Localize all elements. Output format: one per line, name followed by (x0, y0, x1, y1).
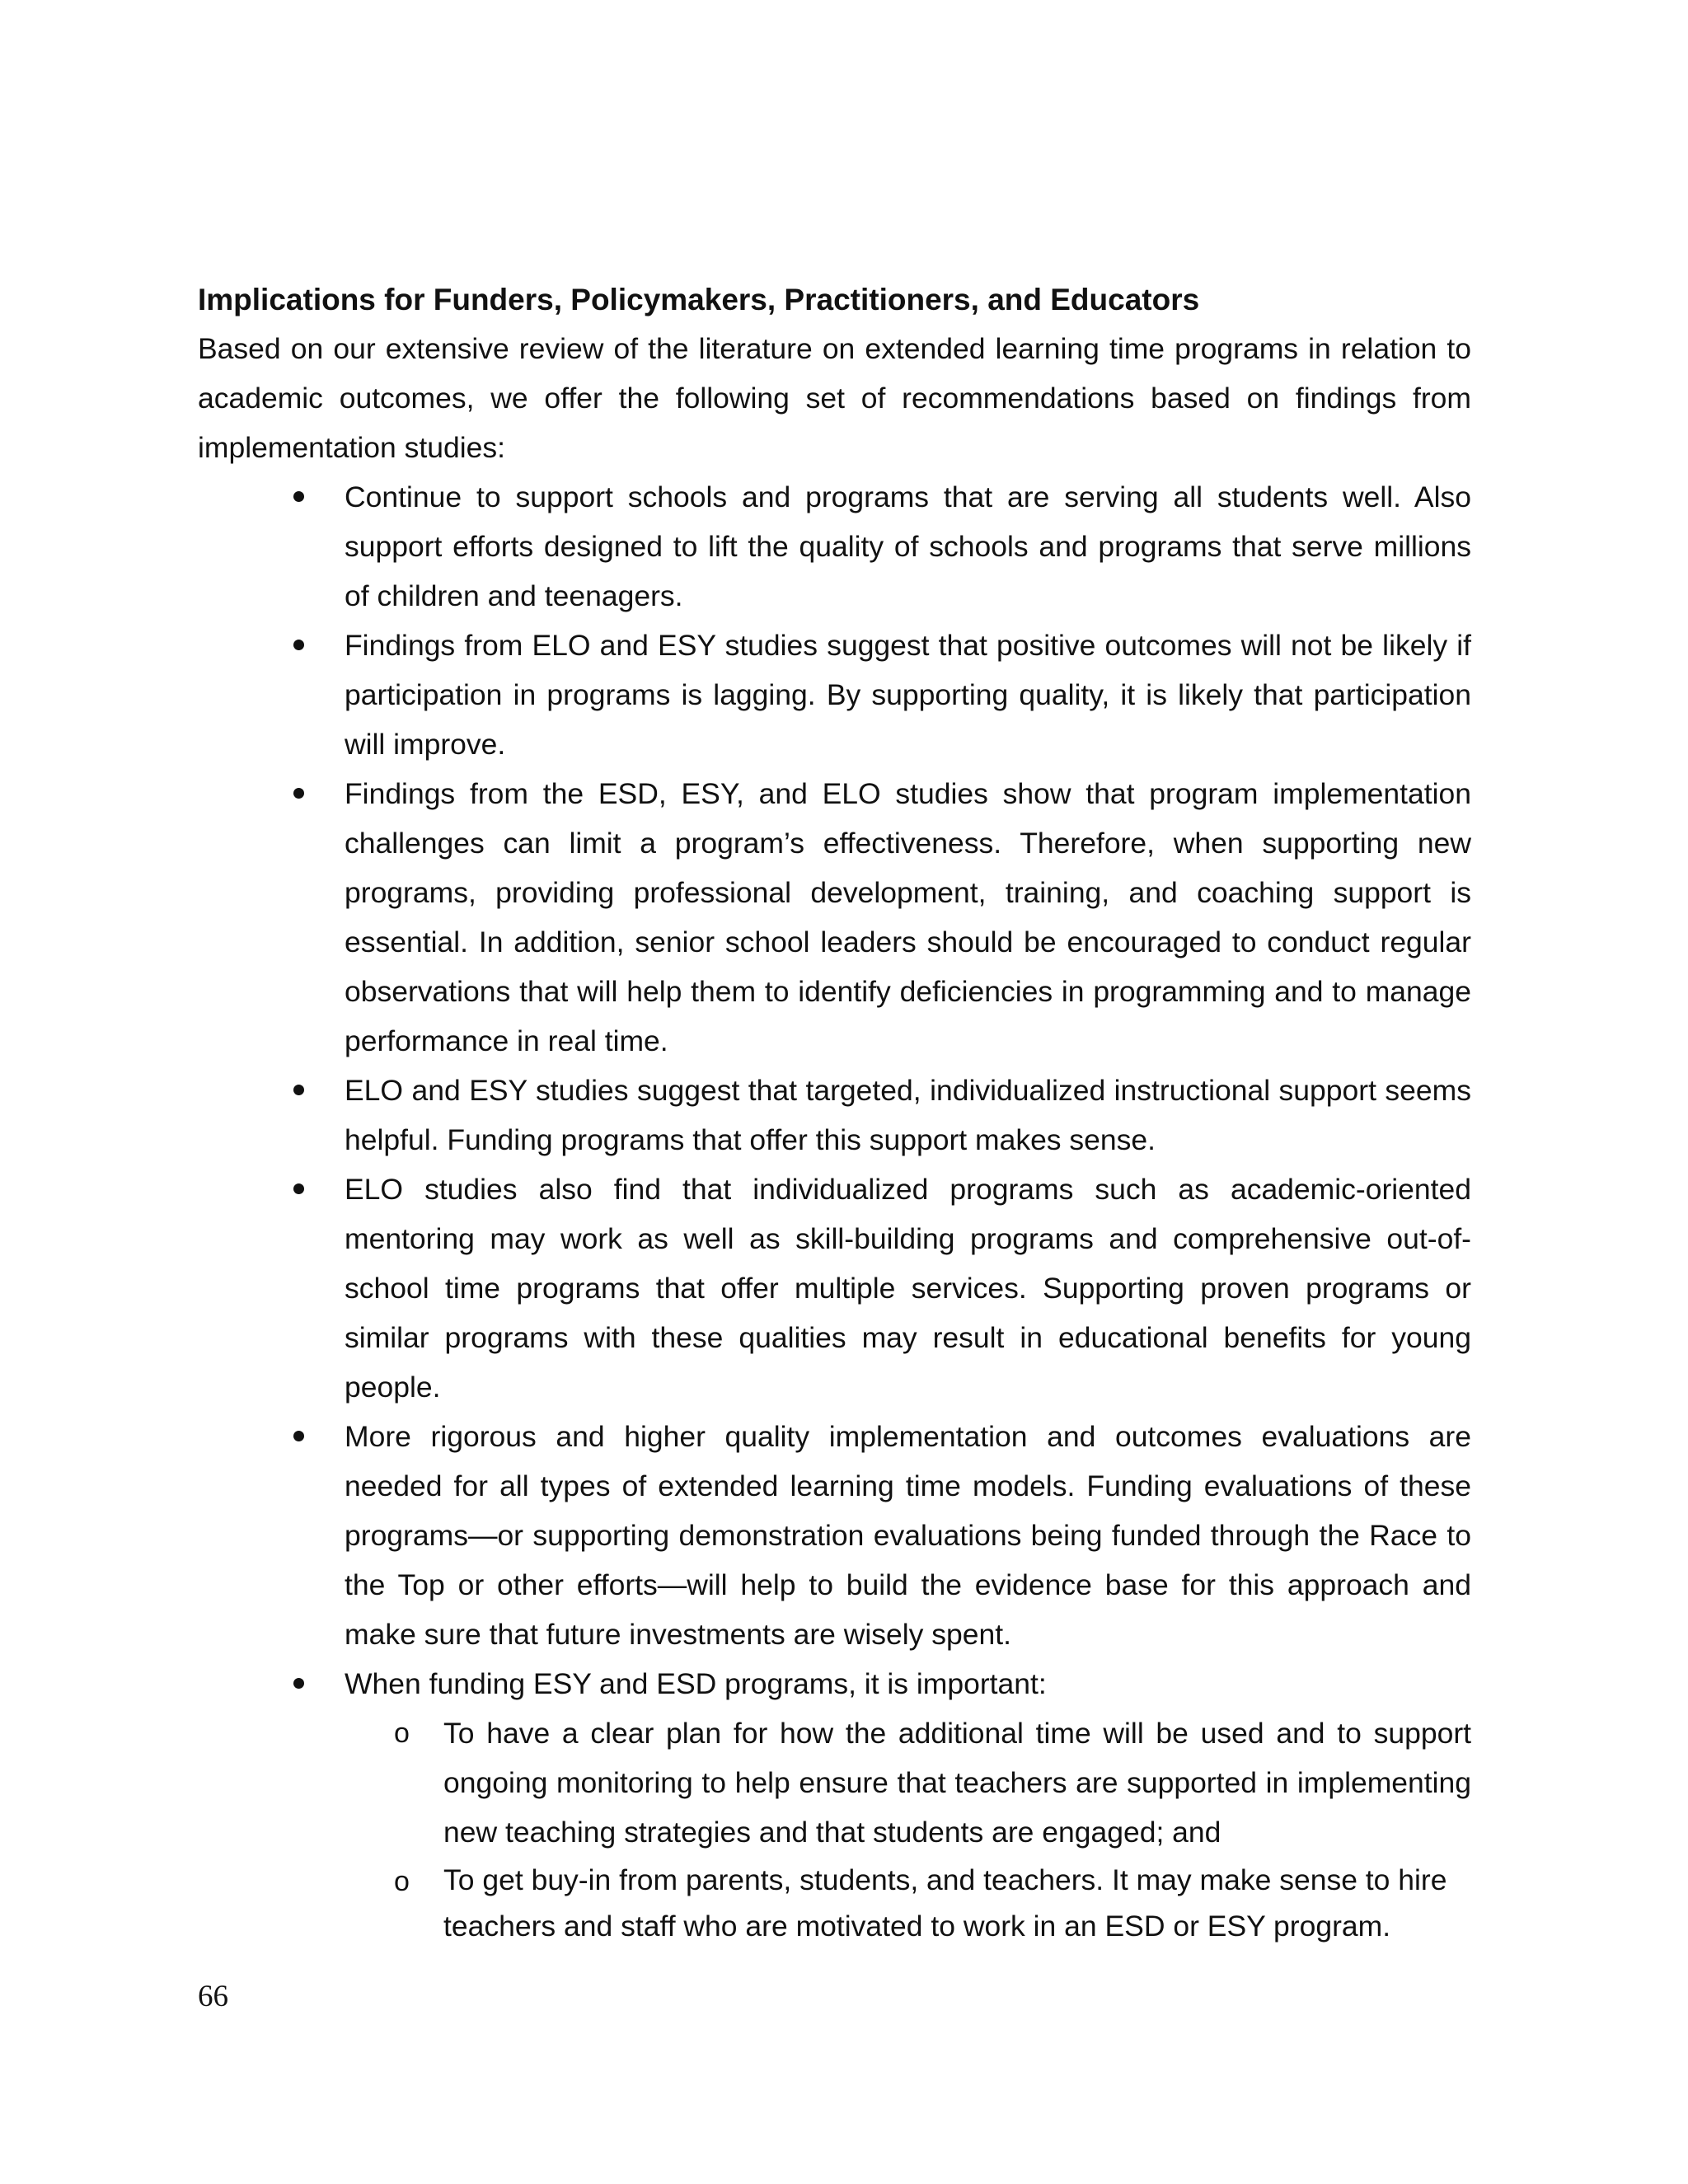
page-number: 66 (198, 1980, 228, 2013)
page-content (198, 276, 1471, 1949)
list-item-text: Continue to support schools and programs that are serving all students well. Also support efforts designed to lift the quality of schools and programs that serve millions of children and teenagers. (345, 480, 1471, 612)
intro-paragraph: Based on our extensive review of the literature on extended learning time programs in relation to academic outcomes, we offer the following set of recommendations based on findings from implementation studies: (198, 332, 1471, 464)
sub-list-item-text: To get buy-in from parents, students, and teachers. It may make sense to hire teachers and staff who are motivated to work in an ESD or ESY program. (443, 1863, 1447, 1943)
hollow-bullet-icon: o (394, 1866, 410, 1897)
list-item (198, 621, 1471, 769)
recommendations-list (198, 472, 1471, 1949)
hollow-bullet-icon: o (394, 1718, 410, 1749)
bullet-icon (293, 1678, 304, 1689)
list-item-text: ELO and ESY studies suggest that targeted, individualized instructional support seems helpful. Funding programs that offer this support makes sense. (345, 1074, 1471, 1156)
list-item-text: Findings from the ESD, ESY, and ELO studies show that program implementation challenges can limit a program’s effectiveness. Therefore, when supporting new programs, providing professional development, training, and coaching support is essential. In addition, senior school leaders should be encouraged to conduct regular observations that will help them to identify deficiencies in programming and to manage performance in real time. (345, 777, 1471, 1057)
list-item (198, 769, 1471, 1066)
bullet-icon (293, 788, 304, 799)
list-item-text: Findings from ELO and ESY studies suggest that positive outcomes will not be likely if participation in programs is lagging. By supporting quality, it is likely that participation will improve. (345, 629, 1471, 761)
sub-list-item-text: To have a clear plan for how the additional time will be used and to support ongoing monitoring to help ensure that teachers are supported in implementing new teaching strategies and that students are engaged; and (443, 1717, 1471, 1849)
list-item (198, 472, 1471, 621)
sub-list (345, 1708, 1471, 1949)
sub-list-item (345, 1857, 1471, 1949)
list-item (198, 1659, 1471, 1949)
list-item (198, 1066, 1471, 1165)
bullet-icon (293, 491, 304, 502)
list-item-text: ELO studies also find that individualized programs such as academic-oriented mentoring may work as well as skill-building programs and comprehensive out-of-school time programs that offer multiple services. Supporting proven programs or similar programs with these qualities may result in educational benefits for young people. (345, 1173, 1471, 1404)
sub-list-item (345, 1708, 1471, 1857)
bullet-icon (293, 1085, 304, 1095)
list-item (198, 1165, 1471, 1412)
section-heading: Implications for Funders, Policymakers, Practitioners, and Educators (198, 283, 1200, 316)
list-item-text: More rigorous and higher quality implementation and outcomes evaluations are needed for all types of extended learning time models. Funding evaluations of these programs—or supporting demonstration evaluations being funded through the Race to the Top or other efforts—will help to build the evidence base for this approach and make sure that future investments are wisely spent. (345, 1420, 1471, 1651)
bullet-icon (293, 1431, 304, 1441)
list-item-text: When funding ESY and ESD programs, it is important: (345, 1667, 1047, 1700)
bullet-icon (293, 640, 304, 650)
list-item (198, 1412, 1471, 1659)
bullet-icon (293, 1183, 304, 1194)
